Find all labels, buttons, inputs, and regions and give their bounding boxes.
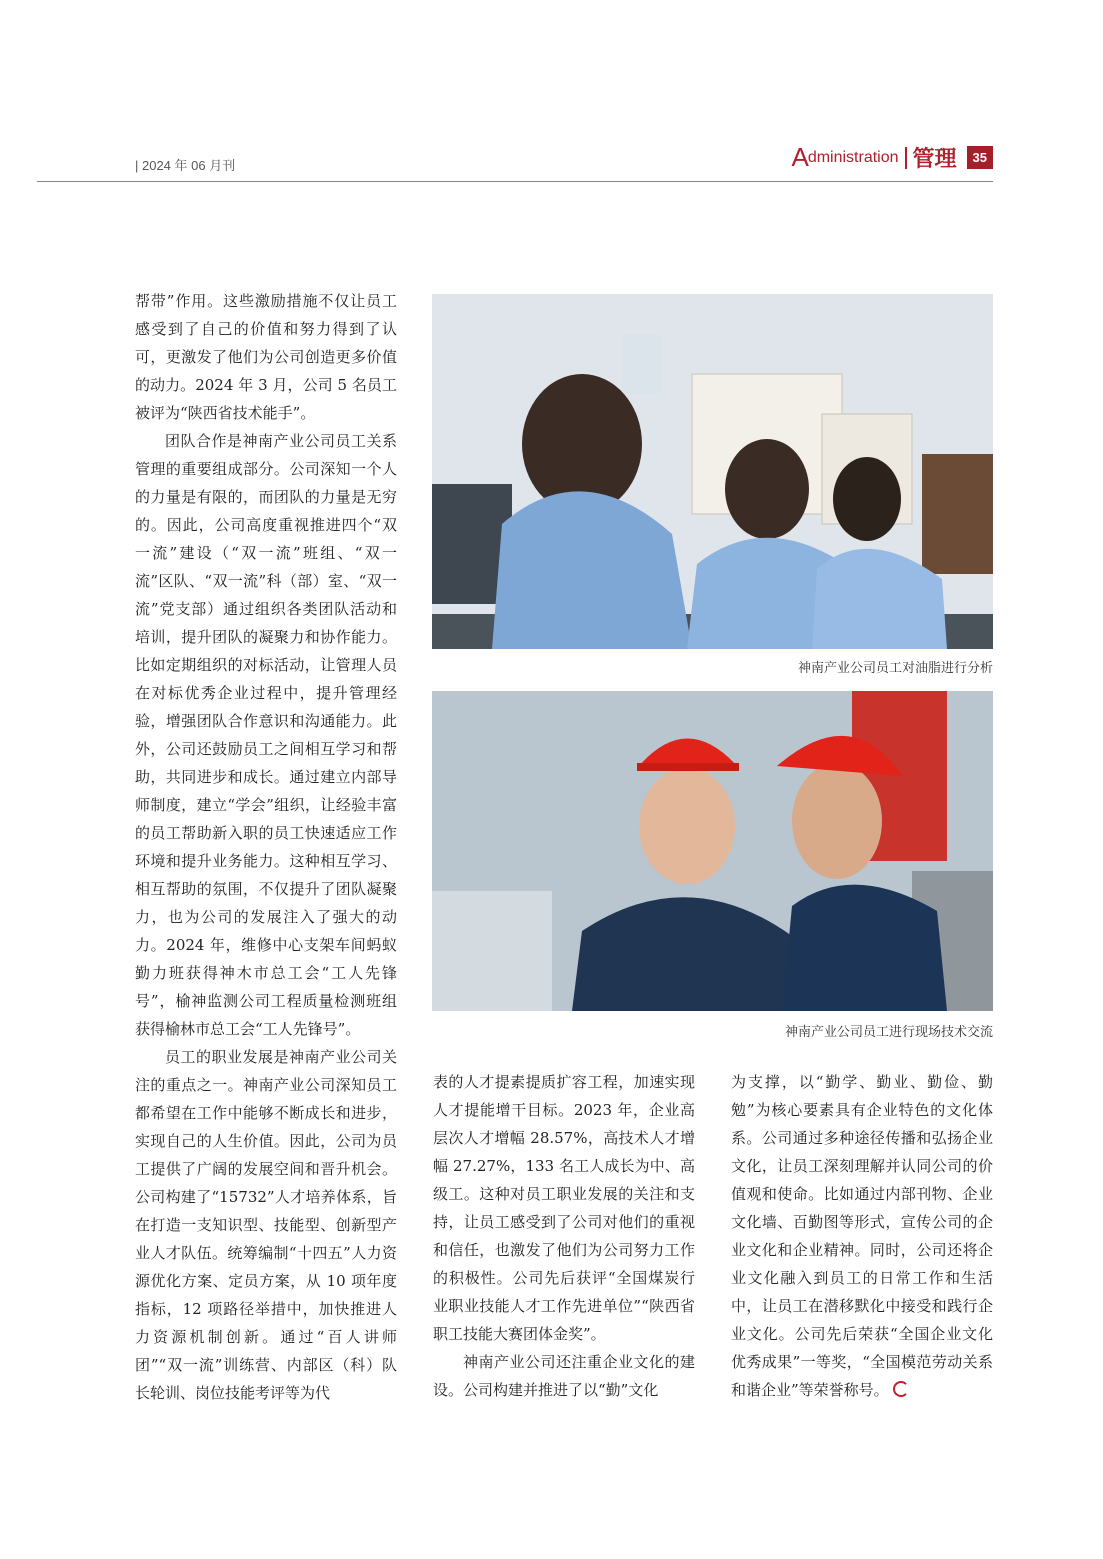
paragraph: 员工的职业发展是神南产业公司关注的重点之一。神南产业公司深知员工都希望在工作中能够不断成长和进步，实现自己的人生价值。因此，公司为员工提供了广阔的发展空间和晋升机会。公司构建了“15732”人才培养体系，旨在打造一支知识型、技能型、创新型产业人才队伍。统筹编制“十四五”人力资源优化方案、定员方案，从 10 项年度指标，12 项路径举措中，加快推进人力资源机制创新。通过“百人讲师团”“双一流”训练营、内部区（科）队长轮训、岗位技能考评等为代 [135,1048,397,1402]
paragraph: 团队合作是神南产业公司员工关系管理的重要组成部分。公司深知一个人的力量是有限的，而团队的力量是无穷的。因此，公司高度重视推进四个“双一流”建设（“双一流”班组、“双一流”区队、“双一流”科（部）室、“双一流”党支部）通过组织各类团队活动和培训，提升团队的凝聚力和协作能力。比如定期组织的对标活动，让管理人员在对标优秀企业过程中，提升管理经验，增强团队合作意识和沟通能力。此外，公司还鼓励员工之间相互学习和帮助，共同进步和成长。通过建立内部导师制度，建立“学会”组织，让经验丰富的员工帮助新入职的员工快速适应工作环境和提升业务能力。这种相互学习、相互帮助的氛围，不仅提升了团队凝聚力，也为公司的发展注入了强大的动力。2024 年，维修中心支架车间蚂蚁勤力班获得神木市总工会“工人先锋号”，榆神监测公司工程质量检测班组获得榆林市总工会“工人先锋号”。 [135,432,397,1038]
photo-caption: 神南产业公司员工进行现场技术交流 [784,1024,993,1039]
brand-divider [905,147,907,169]
brand-initial: A [791,142,808,172]
lab-photo [432,294,993,649]
section-title: 管理 [912,147,957,172]
text-column-1 [135,287,397,1407]
masthead [791,142,993,173]
brand-word: dministration [807,148,899,166]
site-photo-illustration [432,691,993,1011]
paragraph [731,1068,993,1404]
text-column-3 [731,1068,993,1404]
issue-date: | 2024 年 06 月刊 [135,158,236,173]
paragraph: 表的人才提素提质扩容工程，加速实现人才提能增干目标。2023 年，企业高层次人才增幅 28.57%，高技术人才增幅 27.27%，133 名工人成长为中、高级工。这种对员工职业发展的关注和支持，让员工感受到了公司对他们的重视和信任，也激发了他们为公司努力工作的积极性。公司先后获评“全国煤炭行业职业技能人才工作先进单位”“陕西省职工技能大赛团体金奖”。 [433,1073,695,1343]
lab-photo-illustration [432,294,993,649]
header-rule [37,181,993,182]
photo-caption: 神南产业公司员工对油脂进行分析 [797,660,993,675]
paragraph: 帮带”作用。这些激励措施不仅让员工感受到了自己的价值和努力得到了认可，更激发了他们为公司创造更多价值的动力。2024 年 3 月，公司 5 名员工被评为“陕西省技术能手”。 [135,292,397,422]
text-column-2 [433,1068,695,1404]
paragraph: 神南产业公司还注重企业文化的建设。公司构建并推进了以“勤”文化 [433,1353,695,1399]
site-photo [432,691,993,1011]
paragraph-text: 为支撑，以“勤学、勤业、勤俭、勤勉”为核心要素具有企业特色的文化体系。公司通过多种途径传播和弘扬企业文化，让员工深刻理解并认同公司的价值观和使命。比如通过内部刊物、企业文化墙、百勤图等形式，宣传公司的企业文化和企业精神。同时，公司还将企业文化融入到员工的日常工作和生活中，让员工在潜移默化中接受和践行企业文化。公司先后荣获“全国企业文化优秀成果”一等奖，“全国模范劳动关系和谐企业”等荣誉称号。 [731,1073,993,1399]
page-number: 35 [967,146,993,169]
end-mark-icon [893,1381,909,1397]
